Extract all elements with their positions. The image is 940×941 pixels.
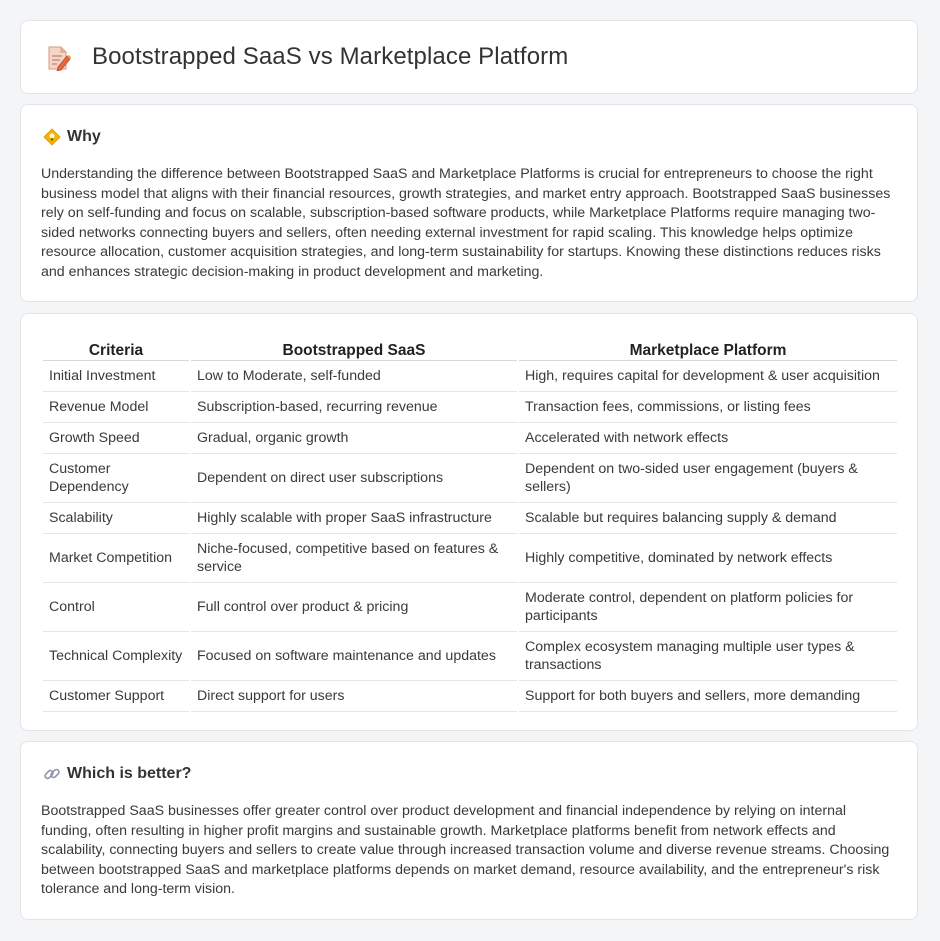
table-row	[43, 534, 897, 583]
why-text: Understanding the difference between Bootstrapped SaaS and Marketplace Platforms is crucial for entrepreneurs to choose the right business model that aligns with their financial resources, growth strategies, and market entry approach. Bootstrapped SaaS businesses rely on self-funding and focus on scalable, subscription-based software products, while Marketplace Platforms require managing two-sided networks connecting buyers and sellers, often needing external investment for rapid scaling. This knowledge helps optimize resource allocation, customer acquisition strategies, and long-term sustainability for startups. Knowing these distinctions reduces risks and enhances strategic decision-making in product development and marketing.	[41, 166, 891, 280]
cell-marketplace: Transaction fees, commissions, or listing fees	[519, 392, 897, 423]
cell-saas: Focused on software maintenance and updates	[191, 632, 517, 681]
cell-criteria: Customer Support	[43, 681, 189, 712]
document-pencil-icon	[45, 45, 71, 71]
cell-saas: Niche-focused, competitive based on features & service	[191, 534, 517, 583]
table-row	[43, 632, 897, 681]
link-icon	[43, 765, 61, 783]
cell-criteria: Technical Complexity	[43, 632, 189, 681]
table-row	[43, 583, 897, 632]
table-row	[43, 681, 897, 712]
cell-marketplace: Highly competitive, dominated by network effects	[519, 534, 897, 583]
cell-saas: Full control over product & pricing	[191, 583, 517, 632]
header-bootstrapped-saas: Bootstrapped SaaS	[191, 334, 517, 361]
cell-saas: Gradual, organic growth	[191, 423, 517, 454]
cell-marketplace: High, requires capital for development & user acquisition	[519, 361, 897, 392]
header-marketplace-platform: Marketplace Platform	[519, 334, 897, 361]
cell-criteria: Control	[43, 583, 189, 632]
cell-marketplace: Complex ecosystem managing multiple user types & transactions	[519, 632, 897, 681]
header-criteria: Criteria	[43, 334, 189, 361]
cell-marketplace: Scalable but requires balancing supply & demand	[519, 503, 897, 534]
cell-saas: Subscription-based, recurring revenue	[191, 392, 517, 423]
lightbulb-sign-icon	[43, 128, 61, 146]
table-row	[43, 392, 897, 423]
table-row	[43, 361, 897, 392]
cell-saas: Low to Moderate, self-funded	[191, 361, 517, 392]
cell-criteria: Revenue Model	[43, 392, 189, 423]
cell-marketplace: Accelerated with network effects	[519, 423, 897, 454]
cell-criteria: Market Competition	[43, 534, 189, 583]
title-card	[20, 20, 918, 94]
cell-criteria: Scalability	[43, 503, 189, 534]
cell-criteria: Customer Dependency	[43, 454, 189, 503]
cell-saas: Highly scalable with proper SaaS infrastructure	[191, 503, 517, 534]
which-is-better-section	[20, 741, 918, 920]
page-title: Bootstrapped SaaS vs Marketplace Platform	[92, 43, 569, 70]
cell-saas: Dependent on direct user subscriptions	[191, 454, 517, 503]
comparison-table-card	[20, 313, 918, 731]
cell-marketplace: Moderate control, dependent on platform policies for participants	[519, 583, 897, 632]
table-row	[43, 423, 897, 454]
why-heading: Why	[67, 128, 101, 145]
better-heading: Which is better?	[67, 765, 192, 782]
cell-criteria: Initial Investment	[43, 361, 189, 392]
better-text: Bootstrapped SaaS businesses offer greater control over product development and financial independence by relying on internal funding, often resulting in higher profit margins and sustainable growth. Marketplace platforms benefit from network effects and scalability, connecting buyers and sellers to create value through increased transaction volume and diverse revenue streams. Choosing between bootstrapped SaaS and marketplace platforms depends on market demand, resource availability, and the entrepreneur's risk tolerance and long-term vision.	[41, 803, 890, 897]
comparison-table	[41, 334, 899, 712]
cell-marketplace: Support for both buyers and sellers, more demanding	[519, 681, 897, 712]
table-row	[43, 503, 897, 534]
cell-criteria: Growth Speed	[43, 423, 189, 454]
cell-marketplace: Dependent on two-sided user engagement (buyers & sellers)	[519, 454, 897, 503]
why-section	[20, 104, 918, 302]
table-row	[43, 454, 897, 503]
table-header-row	[43, 334, 897, 361]
cell-saas: Direct support for users	[191, 681, 517, 712]
